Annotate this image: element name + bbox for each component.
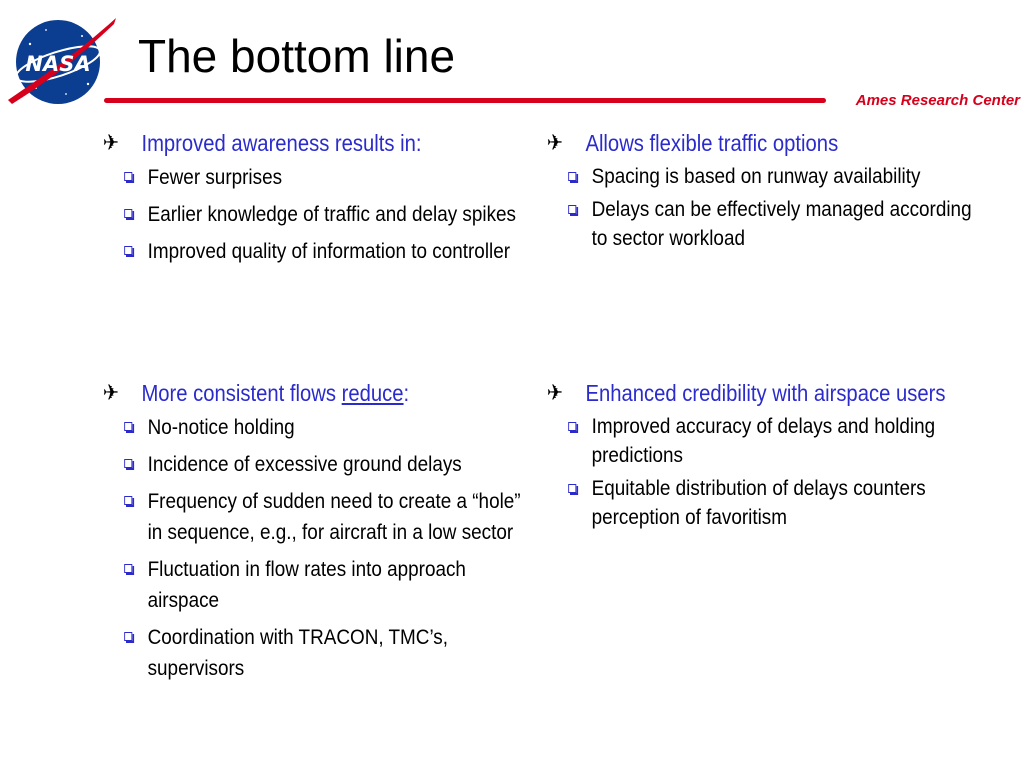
bullet-list [552, 412, 992, 532]
section-heading: ✈ More consistent flows reduce: [102, 380, 410, 406]
square-checkbox-icon [124, 209, 132, 218]
page-title: The bottom line [138, 30, 456, 82]
section-heading: ✈ Enhanced credibility with airspace users [546, 380, 946, 406]
list-item: Earlier knowledge of traffic and delay spikes [108, 199, 526, 230]
square-checkbox-icon [568, 422, 576, 431]
underlined-word: reduce [341, 380, 404, 406]
square-checkbox-icon [124, 459, 132, 468]
right-block-credibility [546, 378, 992, 536]
square-checkbox-icon [568, 172, 576, 181]
list-item: Coordination with TRACON, TMC’s, supervisors [108, 622, 526, 684]
square-checkbox-icon [124, 246, 132, 255]
list-item: Fluctuation in flow rates into approach airspace [108, 554, 526, 616]
square-checkbox-icon [124, 564, 132, 573]
square-checkbox-icon [568, 205, 576, 214]
list-item: Equitable distribution of delays counters perception of favoritism [552, 474, 988, 532]
airplane-icon: ✈ [546, 380, 563, 405]
square-checkbox-icon [124, 496, 132, 505]
list-item: Fewer surprises [108, 162, 526, 193]
list-item: Incidence of excessive ground delays [108, 449, 526, 480]
organization-label: Ames Research Center [855, 92, 1020, 109]
left-block-awareness [102, 128, 548, 273]
right-block-flexible-traffic [546, 128, 992, 257]
square-checkbox-icon [124, 422, 132, 431]
list-item: No-notice holding [108, 412, 526, 443]
list-item: Frequency of sudden need to create a “hole” in sequence, e.g., for aircraft in a low sector [108, 486, 526, 548]
list-item: Improved accuracy of delays and holding predictions [552, 412, 988, 470]
square-checkbox-icon [568, 484, 576, 493]
logo-text: NASA [25, 52, 91, 76]
section-heading: ✈ Improved awareness results in: [102, 130, 422, 156]
airplane-icon: ✈ [102, 380, 119, 405]
list-item: Delays can be effectively managed according to sector workload [552, 195, 988, 253]
bullet-list [108, 412, 548, 684]
airplane-icon: ✈ [546, 130, 563, 155]
left-block-consistent-flows [102, 378, 548, 690]
nasa-logo [6, 14, 118, 106]
list-item: Spacing is based on runway availability [552, 162, 988, 191]
square-checkbox-icon [124, 632, 132, 641]
section-heading: ✈ Allows flexible traffic options [546, 130, 839, 156]
title-divider [104, 98, 826, 103]
bullet-list [552, 162, 992, 253]
bullet-list [108, 162, 548, 267]
square-checkbox-icon [124, 172, 132, 181]
list-item: Improved quality of information to controller [108, 236, 526, 267]
airplane-icon: ✈ [102, 130, 119, 155]
